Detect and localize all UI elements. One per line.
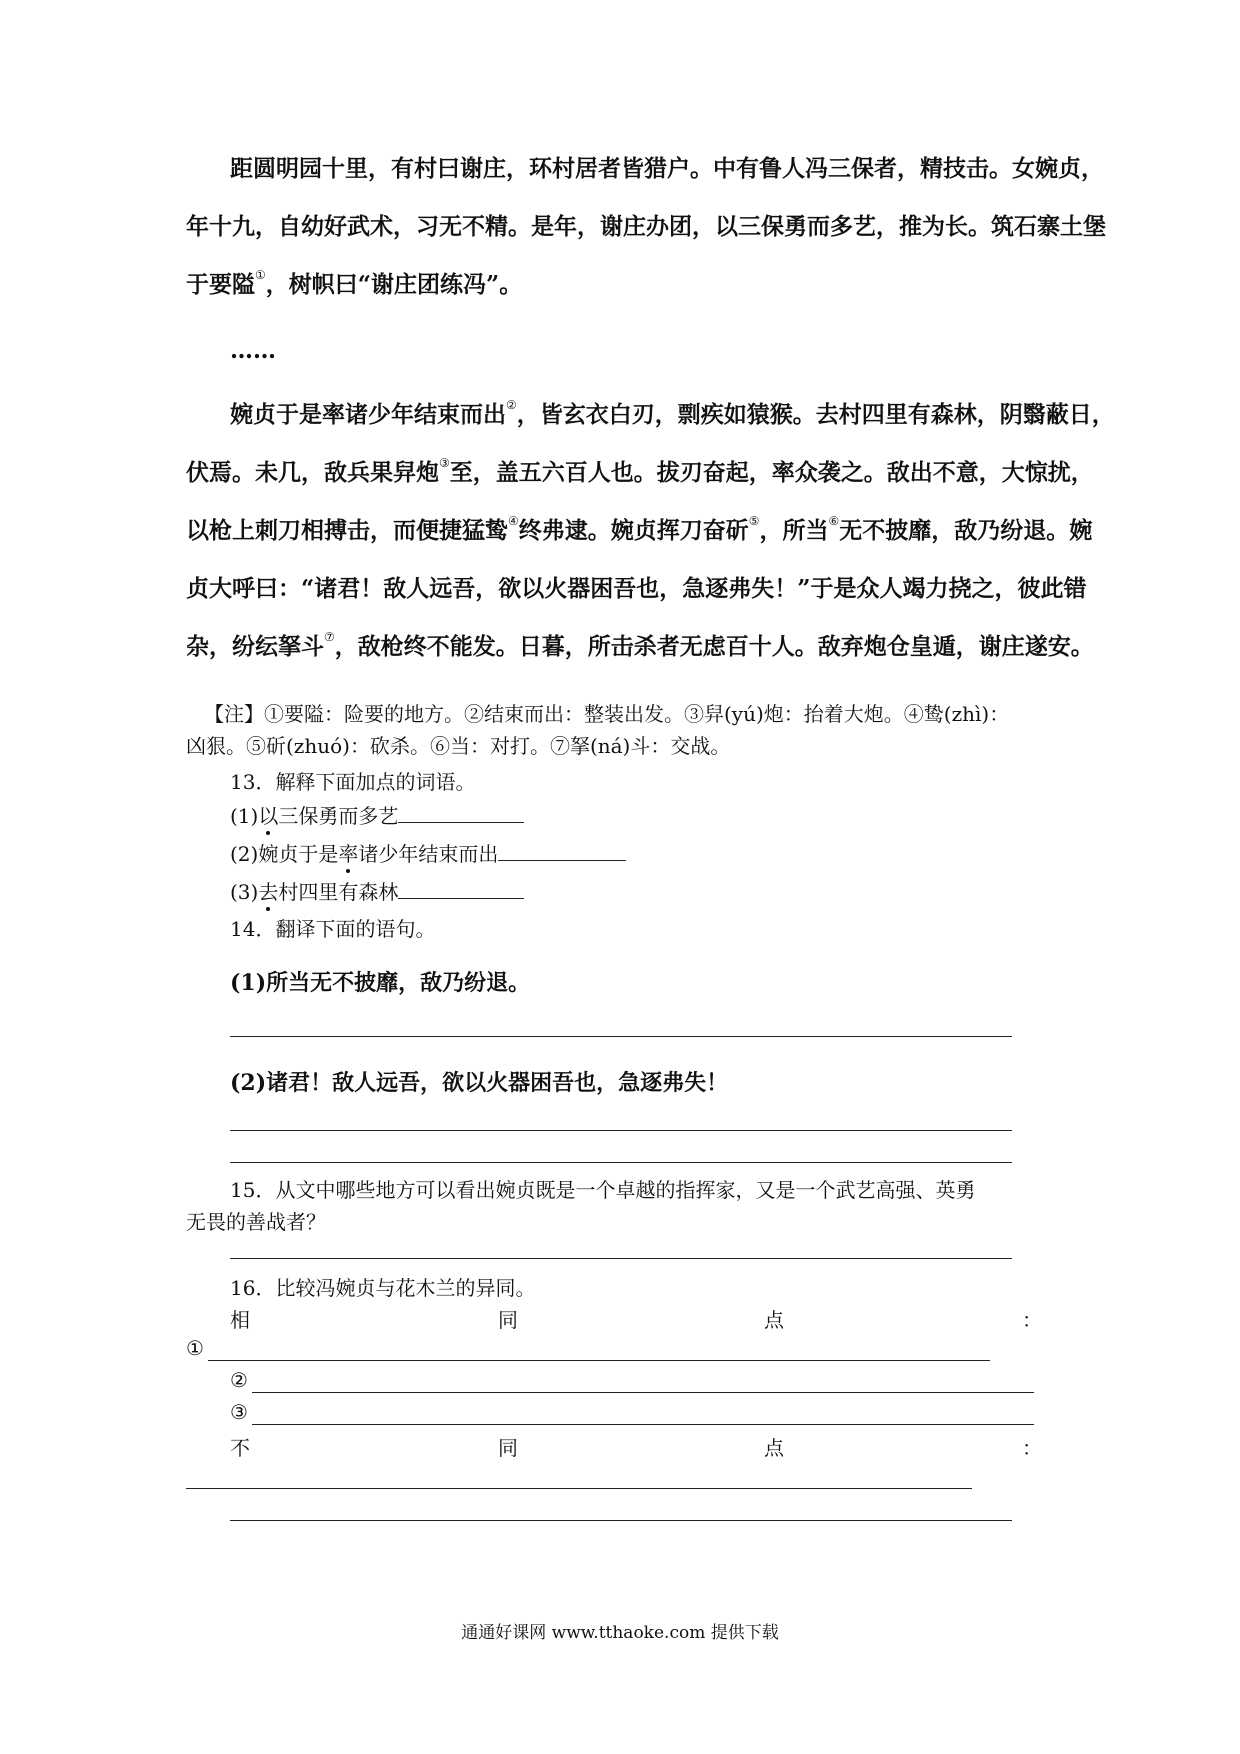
passage-line (186, 454, 1094, 487)
answer-line[interactable] (230, 1130, 1012, 1131)
label-char: 同 (498, 1308, 518, 1332)
question-13-item-1 (230, 800, 524, 829)
item-number: (1) (230, 804, 259, 828)
passage-text: 终弗逮。婉贞挥刀奋斫 (518, 517, 749, 544)
passage-line (186, 512, 1092, 545)
passage-text: 无不披靡，敌乃纷退。婉 (839, 517, 1093, 544)
answer-blank[interactable] (398, 876, 524, 899)
note-line: 凶狠。⑤斫(zhuó)：砍杀。⑥当：对打。⑦拏(ná)斗：交战。 (186, 734, 731, 758)
answer-line[interactable] (252, 1392, 1034, 1393)
footnote-marker: ⑦ (324, 630, 335, 645)
same-point-2-number: ② (230, 1368, 248, 1392)
passage-text: ，敌枪终不能发。日暮，所击杀者无虑百十人。敌弃炮仓皇遁，谢庄遂安。 (334, 633, 1094, 660)
passage-text: 婉贞于是率诸少年结束而出 (230, 401, 506, 428)
label-char: ： (1022, 1308, 1042, 1332)
same-points-label (230, 1304, 1042, 1332)
passage-text: ，皆玄衣白刃，剽疾如猿猴。去村四里有森林，阴翳蔽日， (516, 401, 1115, 428)
footnote-marker: ② (506, 398, 517, 413)
item-number: (3) (230, 880, 259, 904)
different-points-label (230, 1432, 1042, 1460)
answer-line[interactable] (230, 1258, 1012, 1259)
answer-line[interactable] (230, 1520, 1012, 1521)
passage-line (186, 266, 522, 299)
answer-line[interactable] (230, 1036, 1012, 1037)
question-15-line-2: 无畏的善战者？ (186, 1210, 326, 1234)
passage-line: 年十九，自幼好武术，习无不精。是年，谢庄办团，以三保勇而多艺，推为长。筑石寨土堡 (186, 213, 1106, 240)
question-15-line-1: 15．从文中哪些地方可以看出婉贞既是一个卓越的指挥家，又是一个武艺高强、英勇 (230, 1178, 976, 1202)
answer-line[interactable] (186, 1488, 972, 1489)
label-char: 不 (230, 1436, 250, 1460)
answer-line[interactable] (230, 1162, 1012, 1163)
note-line: 【注】①要隘：险要的地方。②结束而出：整装出发。③舁(yú)炮：抬着大炮。④鸷(zhì)： (204, 702, 1010, 726)
dotted-word: 率 (338, 838, 358, 867)
label-char: ： (1022, 1436, 1042, 1460)
label-char: 点 (764, 1308, 784, 1332)
answer-blank[interactable] (498, 838, 626, 861)
answer-blank[interactable] (398, 800, 524, 823)
passage-text: 以枪上刺刀相搏击，而便捷猛鸷 (186, 517, 508, 544)
passage-line: 贞大呼曰：“诸君！敌人远吾，欲以火器困吾也，急逐弗失！”于是众人竭力挠之，彼此错 (186, 575, 1087, 602)
footnote-marker: ⑤ (748, 514, 760, 529)
item-text: 村四里有森林 (278, 880, 399, 904)
question-14-sentence-1: (1)所当无不披靡，敌乃纷退。 (230, 970, 531, 996)
passage-text: 于要隘 (186, 271, 255, 298)
passage-text: 杂，纷纭拏斗 (186, 633, 324, 660)
footnote-marker: ④ (508, 514, 519, 529)
passage-line: 距圆明园十里，有村曰谢庄，环村居者皆猎户。中有鲁人冯三保者，精技击。女婉贞， (230, 155, 1104, 182)
answer-line[interactable] (252, 1424, 1034, 1425)
label-char: 相 (230, 1308, 250, 1332)
question-13-title: 13．解释下面加点的词语。 (230, 770, 476, 794)
label-char: 同 (498, 1436, 518, 1460)
passage-text: ，所当 (759, 517, 829, 544)
item-text: (2)婉贞于是 (230, 842, 339, 866)
passage-line (186, 628, 1094, 661)
dotted-word: 去 (258, 876, 278, 905)
question-13-item-3 (230, 876, 524, 905)
same-point-3-number: ③ (230, 1400, 248, 1424)
item-text: 诸少年结束而出 (358, 842, 499, 866)
passage-text: ，树帜曰“谢庄团练冯”。 (265, 271, 523, 298)
page-footer: 通通好课网 www.tthaoke.com 提供下载 (461, 1623, 779, 1643)
footnote-marker: ① (255, 268, 266, 283)
question-13-item-2 (230, 838, 626, 867)
footnote-marker: ③ (439, 456, 450, 471)
item-text: 三保勇而多艺 (278, 804, 399, 828)
passage-text: 至，盖五六百人也。拔刃奋起，率众袭之。敌出不意，大惊扰， (449, 459, 1094, 486)
same-point-1-number: ① (186, 1336, 204, 1360)
question-14-title: 14．翻译下面的语句。 (230, 917, 436, 941)
label-char: 点 (764, 1436, 784, 1460)
passage-line (230, 396, 1115, 429)
passage-text: 伏焉。未几，敌兵果舁炮 (186, 459, 439, 486)
question-14-sentence-2: (2)诸君！敌人远吾，欲以火器困吾也，急逐弗失！ (230, 1070, 729, 1096)
ellipsis-text: …… (230, 337, 276, 364)
dotted-word: 以 (258, 800, 278, 829)
footnote-marker: ⑥ (828, 514, 840, 529)
answer-line[interactable] (208, 1360, 990, 1361)
question-16-title: 16．比较冯婉贞与花木兰的异同。 (230, 1276, 536, 1300)
